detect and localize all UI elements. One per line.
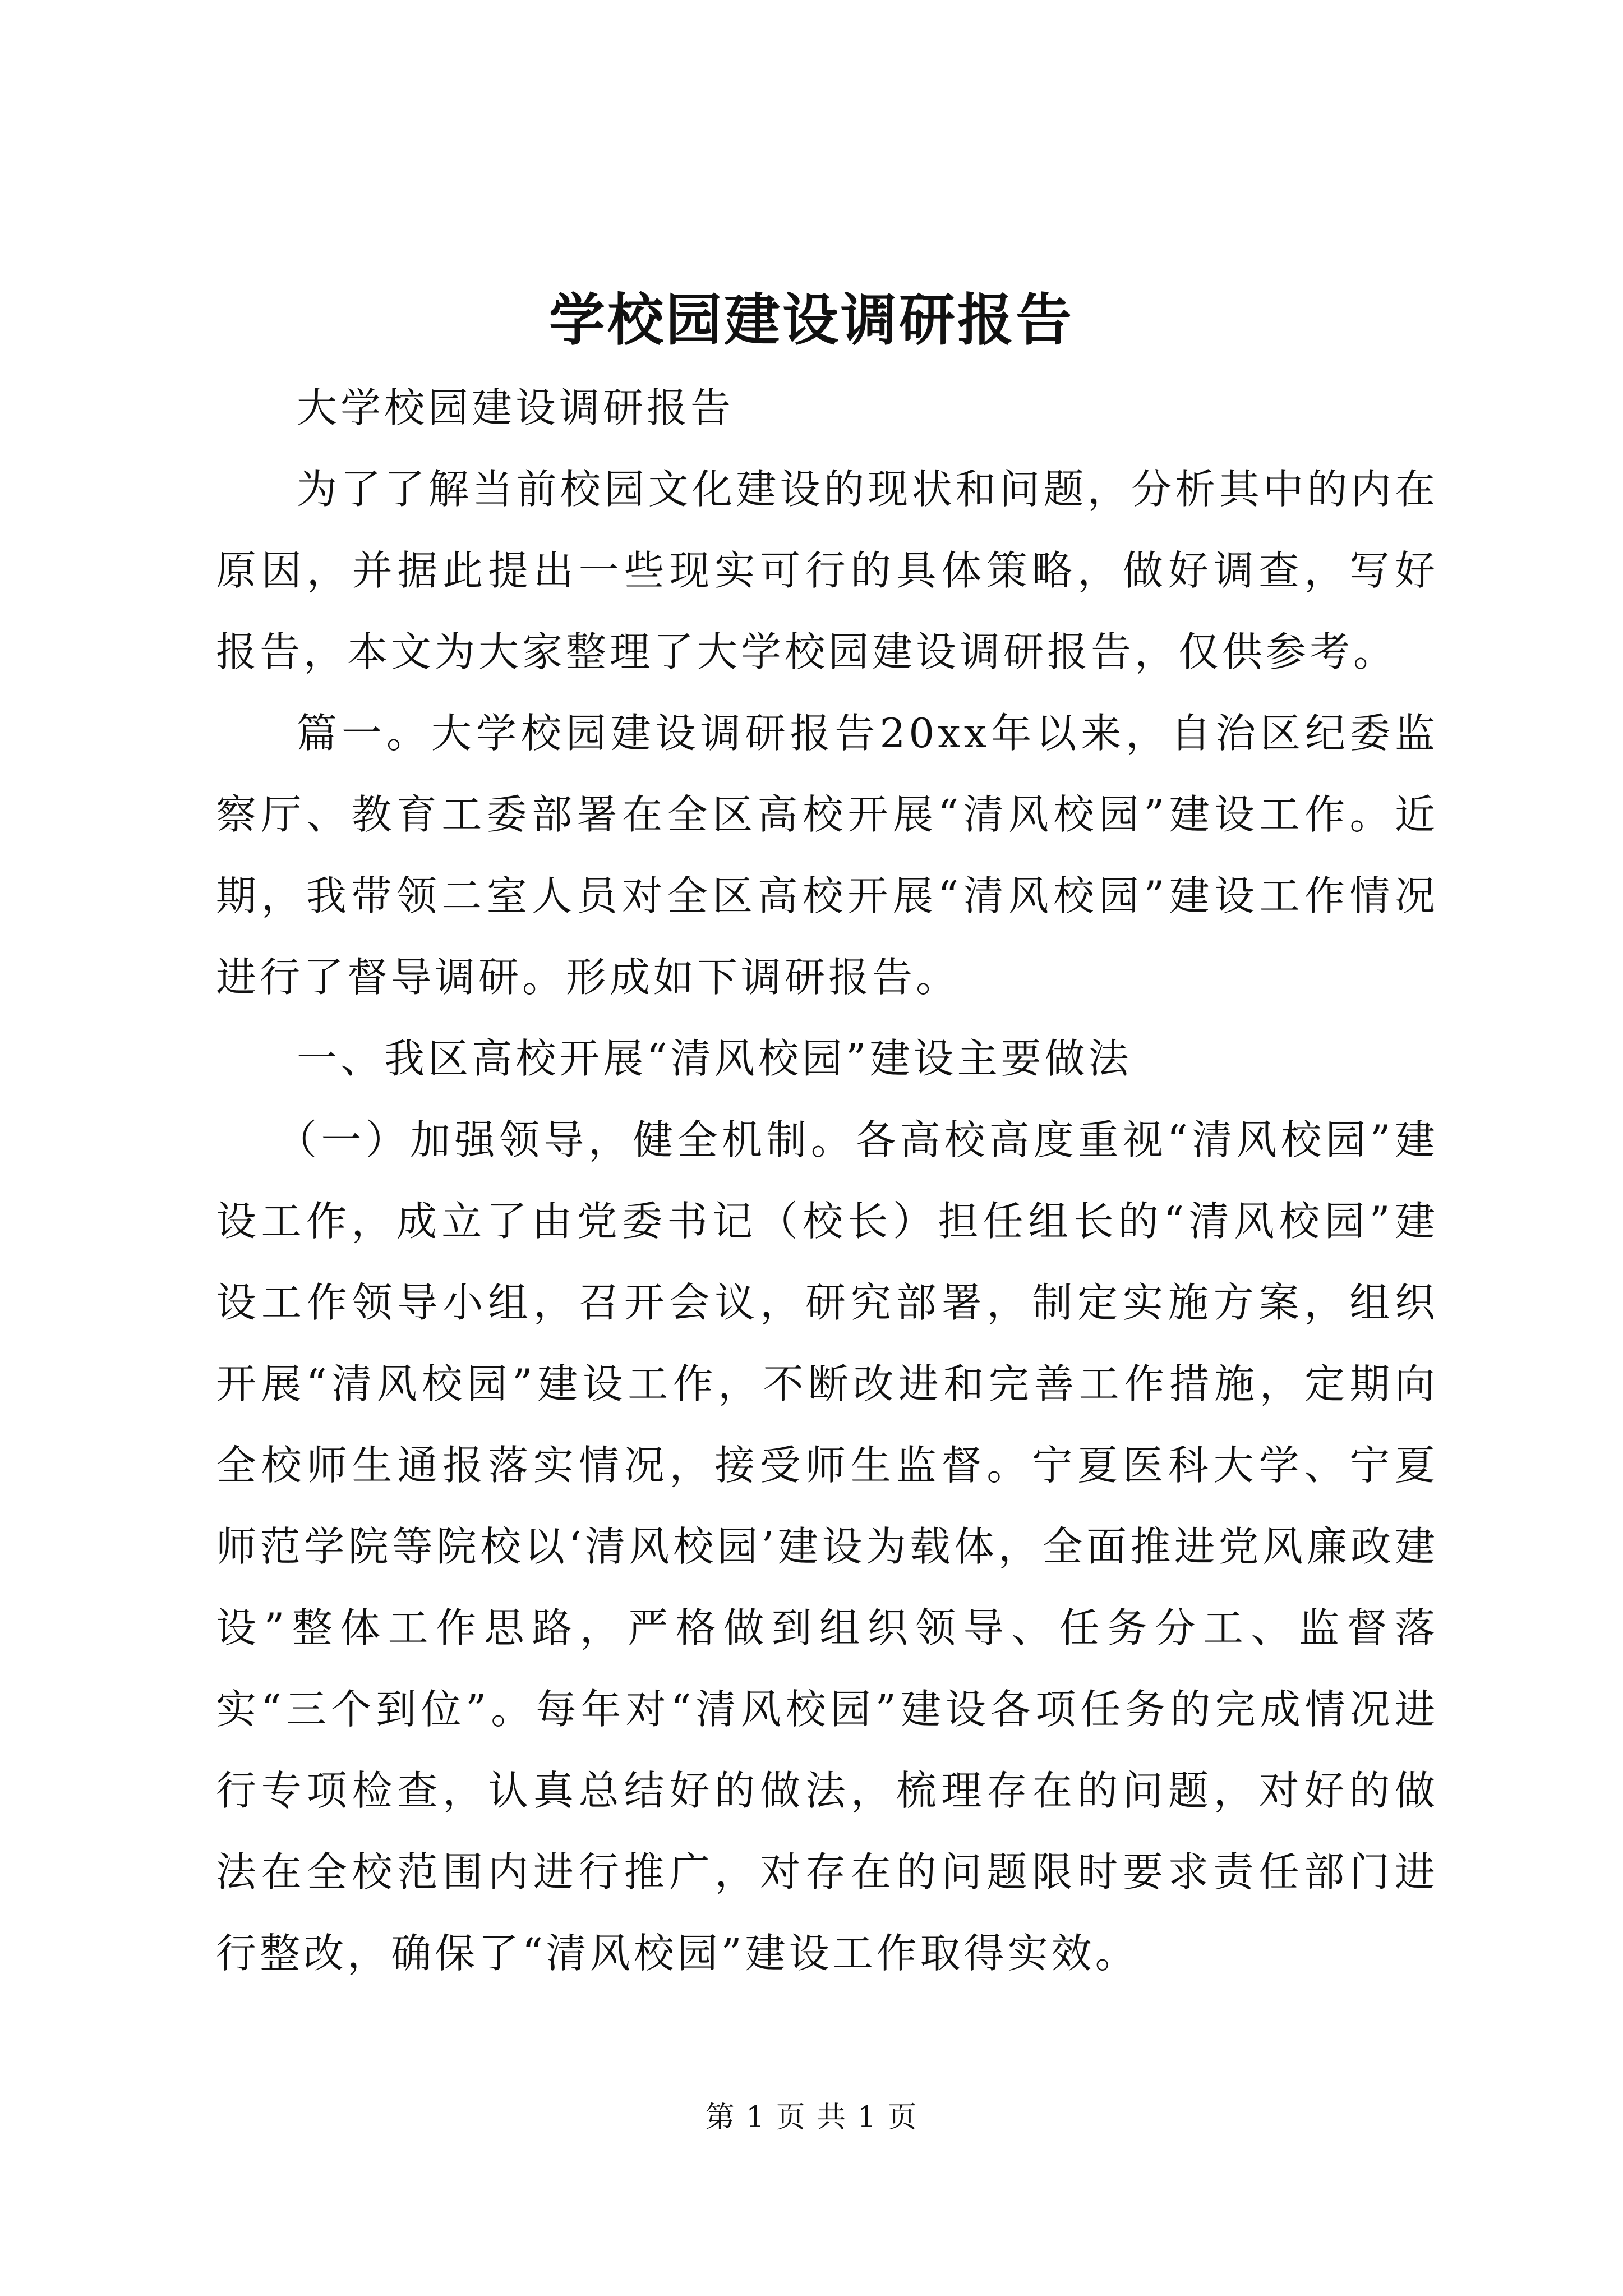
paragraph-leadership: （一）加强领导，健全机制。各高校高度重视“清风校园”建设工作，成立了由党委书记（校长）担任组长的“清风校园”建设工作领导小组，召开会议，研究部署，制定实施方案，组织开展“清风校园”建设工作，不断改进和完善工作措施，定期向全校师生通报落实情况，接受师生监督。宁夏医科大学、宁夏师范学院等院校以‘清风校园’建设为载体，全面推进党风廉政建设”整体工作思路，严格做到组织领导、任务分工、监督落实“三个到位”。每年对“清风校园”建设各项任务的完成情况进行专项检查，认真总结好的做法，梳理存在的问题，对好的做法在全校范围内进行推广，对存在的问题限时要求责任部门进行整改，确保了“清风校园”建设工作取得实效。: [216, 1116, 1438, 1977]
paragraph-subtitle: 大学校园建设调研报告: [297, 384, 735, 431]
document-title: 学校园建设调研报告: [549, 287, 1074, 353]
paragraph-part-one: 篇一。大学校园建设调研报告20xx年以来，自治区纪委监察厅、教育工委部署在全区高校开展“清风校园”建设工作。近期，我带领二室人员对全区高校开展“清风校园”建设工作情况进行了督导调研。形成如下调研报告。: [216, 710, 1438, 1001]
section-heading: 一、我区高校开展“清风校园”建设主要做法: [297, 1035, 1132, 1082]
paragraph-intro: 为了了解当前校园文化建设的现状和问题，分析其中的内在原因，并据此提出一些现实可行的具体策略，做好调查，写好报告，本文为大家整理了大学校园建设调研报告，仅供参考。: [216, 466, 1438, 675]
document-body: [216, 367, 1438, 1994]
page-footer: 第 1 页 共 1 页: [705, 2101, 918, 2134]
